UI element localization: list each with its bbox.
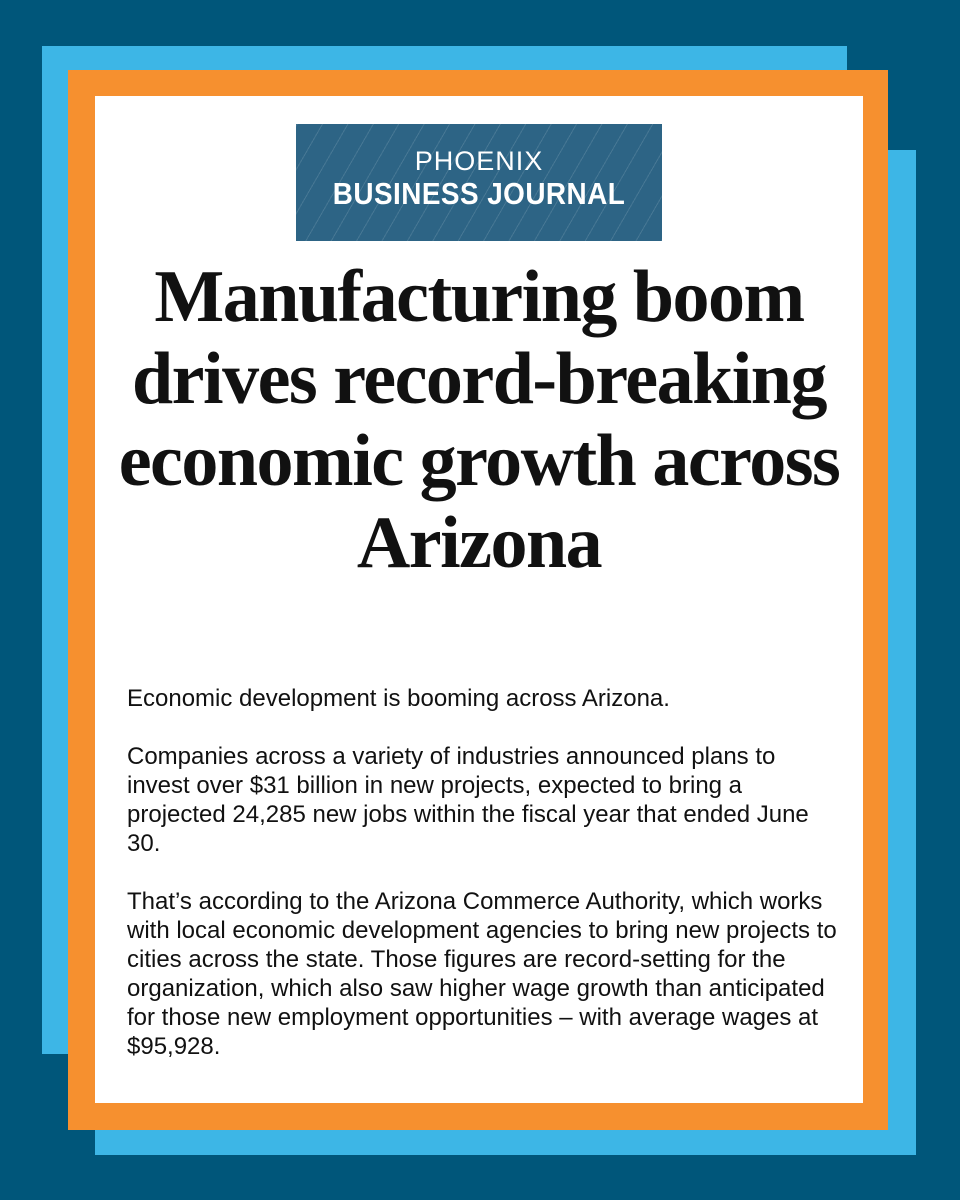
logo-line-phoenix: PHOENIX (414, 146, 544, 176)
paragraph-commerce-authority: That’s according to the Arizona Commerce Authority, which works with local economic development agencies to bring new projects to cities across the state. Those figures are record-setting for the organization, which also saw higher wage growth than anticipated for those new employment opportunities – with average wages at $95,928. (127, 888, 837, 1060)
publication-logo (296, 124, 662, 241)
article-card (95, 96, 863, 1103)
paragraph-investment: Companies across a variety of industries announced plans to invest over $31 billion in new projects, expected to bring a projected 24,285 new jobs within the fiscal year that ended June 30. (127, 743, 809, 857)
logo-line-business-journal: BUSINESS JOURNAL (332, 176, 626, 211)
article-body (127, 684, 837, 1090)
headline: Manufacturing boom drives record-breaking economic growth across Arizona (118, 256, 840, 584)
paragraph-intro: Economic development is booming across Arizona. (127, 685, 670, 712)
